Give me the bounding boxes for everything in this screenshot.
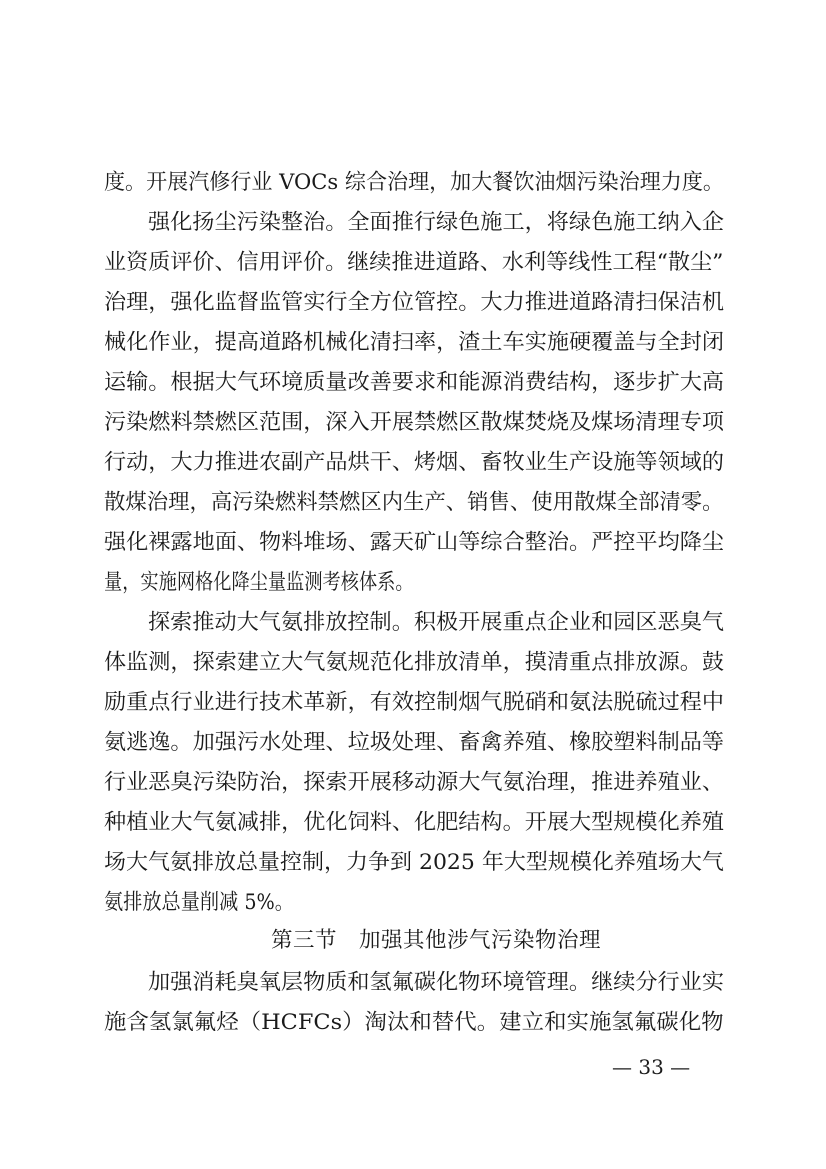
text-line: [0, 643, 826, 683]
text-line-content: 种植业大气氨减排，优化饲料、化肥结构。开展大型规模化养殖: [104, 810, 725, 835]
text-line: [0, 363, 826, 403]
text-line-content: 强化扬尘污染整治。全面推行绿色施工，将绿色施工纳入企: [148, 210, 725, 235]
text-line-content: 污染燃料禁燃区范围，深入开展禁燃区散煤焚烧及煤场清理专项: [104, 410, 725, 435]
text-line: [0, 323, 826, 363]
text-line-content: 量，实施网格化降尘量监测考核体系。: [104, 570, 414, 595]
text-line-content: 探索推动大气氨排放控制。积极开展重点企业和园区恶臭气: [148, 610, 725, 635]
text-line-content: 行动，大力推进农副产品烘干、烤烟、畜牧业生产设施等领域的: [104, 450, 725, 475]
text-line-content: 械化作业，提高道路机械化清扫率，渣土车实施硬覆盖与全封闭: [104, 330, 725, 355]
text-line: [0, 283, 826, 323]
text-line-content: 励重点行业进行技术革新，有效控制烟气脱硝和氨法脱硫过程中: [104, 690, 725, 715]
text-line: [0, 163, 826, 203]
section-heading-text: 第三节 加强其他涉气污染物治理: [271, 928, 602, 953]
text-line: [0, 443, 826, 483]
text-line-content: 业资质评价、信用评价。继续推进道路、水利等线性工程“散尘”: [104, 250, 724, 275]
text-line: [0, 523, 826, 563]
text-line-content: 加强消耗臭氧层物质和氢氟碳化物环境管理。继续分行业实: [148, 970, 725, 995]
text-line-content: 度。开展汽修行业 VOCs 综合治理，加大餐饮油烟污染治理力度。: [104, 170, 724, 195]
text-line-content: 氨排放总量削减 5%。: [104, 890, 294, 915]
text-line: [0, 563, 826, 603]
text-line: [0, 763, 826, 803]
text-line-content: 散煤治理，高污染燃料禁燃区内生产、销售、使用散煤全部清零。: [104, 490, 724, 515]
text-line-content: 氨逃逸。加强污水处理、垃圾处理、畜禽养殖、橡胶塑料制品等: [104, 730, 725, 755]
text-line: [0, 603, 826, 643]
text-line-content: 运输。根据大气环境质量改善要求和能源消费结构，逐步扩大高: [104, 370, 725, 395]
page-number: — 33 —: [612, 1055, 691, 1079]
text-line-content: 强化裸露地面、物料堆场、露天矿山等综合整治。严控平均降尘: [104, 530, 725, 555]
text-line: [0, 483, 826, 523]
text-line: [0, 403, 826, 443]
text-line: [0, 883, 826, 923]
text-line: [0, 203, 826, 243]
text-line-content: 行业恶臭污染防治，探索开展移动源大气氨治理，推进养殖业、: [104, 770, 725, 795]
text-line: [0, 963, 826, 1003]
text-line: [0, 843, 826, 883]
text-line-content: 施含氢氯氟烃（HCFCs）淘汰和替代。建立和实施氢氟碳化物: [104, 1010, 724, 1035]
text-line: [0, 243, 826, 283]
text-line-content: 场大气氨排放总量控制，力争到 2025 年大型规模化养殖场大气: [104, 850, 724, 875]
text-line-content: 治理，强化监督监管实行全方位管控。大力推进道路清扫保洁机: [104, 290, 725, 315]
text-line-content: 体监测，探索建立大气氨规范化排放清单，摸清重点排放源。鼓: [104, 650, 725, 675]
section-heading: [0, 921, 826, 961]
text-line: [0, 683, 826, 723]
text-line: [0, 803, 826, 843]
text-line: [0, 723, 826, 763]
text-line: [0, 1003, 826, 1043]
